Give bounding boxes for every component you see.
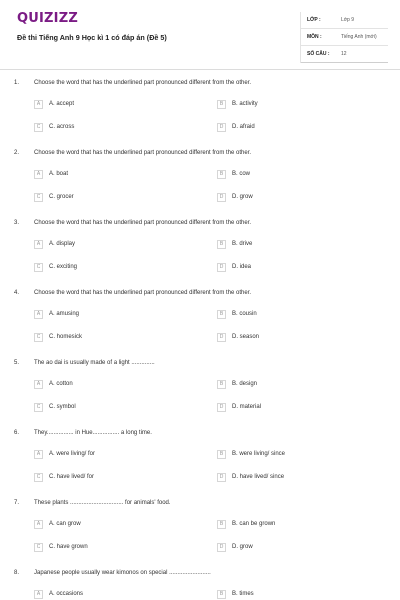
option-letter-box: A bbox=[34, 590, 43, 599]
option-text: A. display bbox=[49, 241, 76, 247]
option-text: C. have lived/ for bbox=[49, 474, 95, 480]
answer-option-d[interactable] bbox=[217, 402, 261, 412]
option-letter-box: D bbox=[217, 193, 226, 202]
option-text: D. have lived/ since bbox=[232, 474, 285, 480]
answer-option-c[interactable] bbox=[34, 472, 94, 482]
option-letter-box: C bbox=[34, 403, 43, 412]
option-letter-box: A bbox=[34, 170, 43, 179]
answer-option-a[interactable] bbox=[34, 589, 83, 599]
answer-option-c[interactable] bbox=[34, 542, 88, 552]
option-text: C. exciting bbox=[49, 264, 78, 270]
question-text: Choose the word that has the underlined part pronounced different from the other. bbox=[34, 150, 252, 156]
question-number: 3. bbox=[14, 220, 20, 226]
option-letter-box: B bbox=[217, 100, 226, 109]
answer-option-d[interactable] bbox=[217, 472, 284, 482]
option-text: A. amusing bbox=[49, 311, 80, 317]
option-letter-box: D bbox=[217, 333, 226, 342]
answer-option-a[interactable] bbox=[34, 449, 95, 459]
option-text: B. times bbox=[232, 591, 254, 597]
option-letter-box: A bbox=[34, 380, 43, 389]
option-text: D. grow bbox=[232, 544, 253, 550]
option-letter-box: D bbox=[217, 473, 226, 482]
meta-key: LỚP : bbox=[307, 17, 321, 23]
question-text: Japanese people usually wear kimonos on special ......................... bbox=[34, 570, 211, 576]
option-letter-box: B bbox=[217, 450, 226, 459]
option-letter-box: C bbox=[34, 123, 43, 132]
option-text: D. idea bbox=[232, 264, 252, 270]
answer-option-b[interactable] bbox=[217, 169, 250, 179]
answer-option-b[interactable] bbox=[217, 309, 257, 319]
answer-option-b[interactable] bbox=[217, 239, 252, 249]
answer-option-c[interactable] bbox=[34, 332, 82, 342]
meta-key: SỐ CÂU : bbox=[307, 51, 330, 57]
option-letter-box: D bbox=[217, 403, 226, 412]
answer-option-a[interactable] bbox=[34, 239, 75, 249]
option-letter-box: C bbox=[34, 473, 43, 482]
question-text: The ao dai is usually made of a light .............. bbox=[34, 360, 155, 366]
worksheet-header bbox=[0, 0, 400, 64]
answer-option-d[interactable] bbox=[217, 122, 255, 132]
question-text: These plants ................................ for animals' food. bbox=[34, 500, 171, 506]
meta-row-question-count bbox=[301, 46, 388, 63]
meta-row-class bbox=[301, 12, 388, 29]
option-text: D. grow bbox=[232, 194, 253, 200]
answer-option-a[interactable] bbox=[34, 519, 81, 529]
option-text: A. occasions bbox=[49, 591, 84, 597]
question-item bbox=[0, 420, 400, 490]
question-text: Choose the word that has the underlined part pronounced different from the other. bbox=[34, 290, 252, 296]
worksheet-meta-table bbox=[300, 12, 388, 63]
option-text: C. grocer bbox=[49, 194, 74, 200]
option-text: A. can grow bbox=[49, 521, 81, 527]
meta-value: Tiếng Anh (mới) bbox=[341, 34, 377, 40]
meta-value: 12 bbox=[341, 51, 347, 57]
answer-option-b[interactable] bbox=[217, 449, 285, 459]
answer-option-c[interactable] bbox=[34, 192, 74, 202]
option-letter-box: A bbox=[34, 240, 43, 249]
option-text: C. have grown bbox=[49, 544, 88, 550]
answer-option-d[interactable] bbox=[217, 262, 251, 272]
question-item bbox=[0, 140, 400, 210]
option-text: C. across bbox=[49, 124, 75, 130]
question-item bbox=[0, 70, 400, 140]
meta-row-subject bbox=[301, 29, 388, 46]
option-text: A. accept bbox=[49, 101, 75, 107]
option-letter-box: D bbox=[217, 263, 226, 272]
question-text: Choose the word that has the underlined part pronounced different from the other. bbox=[34, 220, 252, 226]
option-text: B. design bbox=[232, 381, 258, 387]
option-text: B. drive bbox=[232, 241, 253, 247]
option-letter-box: B bbox=[217, 310, 226, 319]
option-text: A. boat bbox=[49, 171, 69, 177]
question-item bbox=[0, 210, 400, 280]
question-list bbox=[0, 70, 400, 600]
meta-key: MÔN : bbox=[307, 34, 322, 40]
answer-option-b[interactable] bbox=[217, 99, 258, 109]
option-text: D. season bbox=[232, 334, 260, 340]
option-text: B. cousin bbox=[232, 311, 257, 317]
option-text: C. symbol bbox=[49, 404, 76, 410]
option-letter-box: C bbox=[34, 193, 43, 202]
option-letter-box: A bbox=[34, 450, 43, 459]
option-letter-box: B bbox=[217, 520, 226, 529]
option-letter-box: A bbox=[34, 310, 43, 319]
answer-option-d[interactable] bbox=[217, 192, 253, 202]
option-text: D. material bbox=[232, 404, 262, 410]
option-letter-box: B bbox=[217, 380, 226, 389]
meta-value: Lớp 9 bbox=[341, 17, 355, 23]
question-item bbox=[0, 350, 400, 420]
answer-option-d[interactable] bbox=[217, 332, 259, 342]
answer-option-a[interactable] bbox=[34, 169, 68, 179]
option-text: C. homesick bbox=[49, 334, 83, 340]
answer-option-a[interactable] bbox=[34, 309, 79, 319]
question-number: 4. bbox=[14, 290, 20, 296]
question-number: 8. bbox=[14, 570, 20, 576]
option-text: B. can be grown bbox=[232, 521, 276, 527]
question-text: Choose the word that has the underlined part pronounced different from the other. bbox=[34, 80, 252, 86]
question-number: 7. bbox=[14, 500, 20, 506]
answer-option-b[interactable] bbox=[217, 379, 257, 389]
answer-option-a[interactable] bbox=[34, 379, 73, 389]
worksheet-title: Đề thi Tiếng Anh 9 Học kì 1 có đáp án (Đề 5) bbox=[17, 33, 167, 42]
option-text: A. were living/ for bbox=[49, 451, 96, 457]
option-letter-box: A bbox=[34, 100, 43, 109]
answer-option-c[interactable] bbox=[34, 262, 77, 272]
question-text: They................ in Hue................ a long time. bbox=[34, 430, 152, 436]
quizizz-logo[interactable]: QUIZIZZ bbox=[17, 11, 78, 26]
option-text: D. afraid bbox=[232, 124, 255, 130]
option-text: B. cow bbox=[232, 171, 251, 177]
answer-option-a[interactable] bbox=[34, 99, 74, 109]
question-number: 2. bbox=[14, 150, 20, 156]
question-item bbox=[0, 280, 400, 350]
answer-option-c[interactable] bbox=[34, 122, 74, 132]
question-number: 6. bbox=[14, 430, 20, 436]
option-letter-box: C bbox=[34, 263, 43, 272]
question-number: 1. bbox=[14, 80, 20, 86]
option-letter-box: C bbox=[34, 543, 43, 552]
question-number: 5. bbox=[14, 360, 20, 366]
option-letter-box: D bbox=[217, 123, 226, 132]
question-item bbox=[0, 490, 400, 560]
question-item bbox=[0, 560, 400, 600]
option-letter-box: D bbox=[217, 543, 226, 552]
option-letter-box: B bbox=[217, 240, 226, 249]
option-text: A. cotton bbox=[49, 381, 73, 387]
answer-option-b[interactable] bbox=[217, 589, 254, 599]
answer-option-c[interactable] bbox=[34, 402, 76, 412]
answer-option-d[interactable] bbox=[217, 542, 253, 552]
option-letter-box: B bbox=[217, 170, 226, 179]
answer-option-b[interactable] bbox=[217, 519, 275, 529]
option-text: B. activity bbox=[232, 101, 258, 107]
option-letter-box: C bbox=[34, 333, 43, 342]
option-letter-box: B bbox=[217, 590, 226, 599]
option-text: B. were living/ since bbox=[232, 451, 286, 457]
option-letter-box: A bbox=[34, 520, 43, 529]
